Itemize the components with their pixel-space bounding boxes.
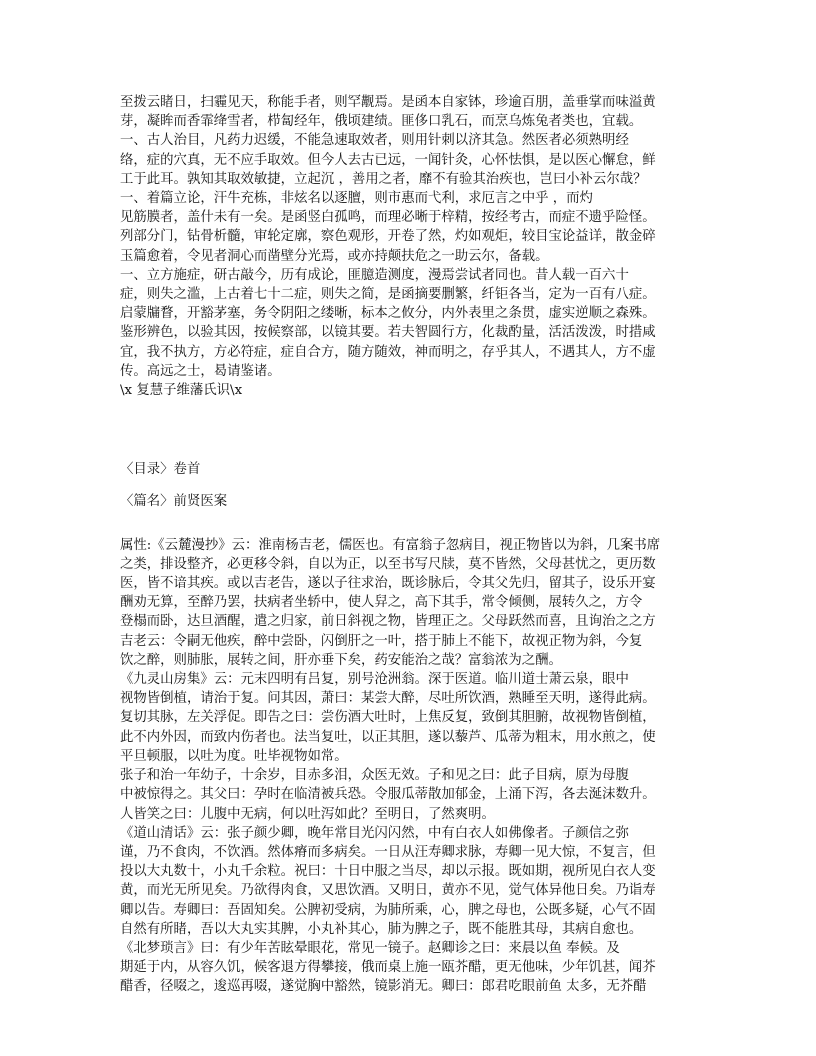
preface-line: 一、着篇立论，汗牛充栋，非炫名以逐膻，则市惠而弋利，求厄言之中乎 ，而灼: [120, 191, 593, 207]
preface-line: 络，症的穴真，无不应手取效。但今人去古已远，一闻针灸，心怀怯惧，是以医心懈怠，鲜: [120, 152, 656, 168]
preface-line: 工于此耳。孰知其取效敏捷，立起沉 ，善用之者，靡不有验其治疾也，岂曰小补云尔哉？: [120, 171, 647, 187]
body-line: 之类，排设整齐，必更移令斜，自以为正，以至书写尺牍，莫不皆然，父母甚忧之，更历数: [120, 556, 656, 572]
preface-line: 芽，凝眸而香霏绛雪者，栉匐经年，俄顷建绩。匪侈口乳石，而烹乌炼兔者类也，宜载。: [120, 114, 643, 130]
body-line: 属性:《云麓漫抄》云：淮南杨吉老，儒医也。有富翁子忽病目，视正物皆以为斜，几案书席: [120, 537, 661, 553]
body-line: 投以大丸数十，小丸千余粒。祝曰：十日中服之当尽，却以示报。既如期，视所见白衣人变: [120, 864, 656, 880]
preface-line: 一、立方施症，研古敲今，历有成论，匪臆造测度，漫焉尝试者同也。昔人载一百六十: [120, 267, 629, 283]
toc-heading: 〈目录〉卷首: [120, 462, 201, 478]
body-line: 自然有所睹，吾以大丸实其脾，小丸补其心，肺为脾之子，既不能胜其母，其病自愈也。: [120, 921, 643, 937]
body-line: 黄，而光无所见矣。乃欲得肉食，又思饮酒。又明日，黄亦不见，觉气体异他日矣。乃诣寿: [120, 883, 656, 899]
body-line: 酬劝无算，至醉乃罢，扶病者坐轿中，使人舁之，高下其手，常令倾侧，展转久之，方令: [120, 595, 643, 611]
preface-signature: \x 复慧子维藩氏识\x: [120, 383, 243, 399]
body-line: 醋香，径啜之，逡巡再啜，遂觉胸中豁然，镜影消无。卿曰：郎君吃眼前鱼 太多，无芥醋: [120, 979, 647, 995]
body-line: 复切其脉，左关浮促。即告之曰：尝伤酒大吐时，上焦反复，致倒其胆腑，故视物皆倒植，: [120, 710, 656, 726]
body-line: 饮之醉，则肺胀，展转之间，肝亦垂下矣，药安能治之哉？富翁浓为之酬。: [120, 652, 562, 668]
body-line: 视物皆倒植，请治于复。问其因，萧曰：某尝大醉，尽吐所饮酒，熟睡至天明，遂得此病。: [120, 691, 656, 707]
body-line: 中被惊得之。其父曰：孕时在临清被兵恐。令服瓜蒂散加郁金，上涌下泻，各去涎沫数升。: [120, 787, 656, 803]
body-line: 《道山清话》云：张子颜少卿，晚年常目光闪闪然，中有白衣人如佛像者。子颜信之弥: [120, 825, 629, 841]
case-records-section: [120, 536, 756, 997]
preface-line: 宜，我不执方，方必符症，症自合方，随方随效，神而明之，存乎其人，不遇其人，方不虚: [120, 344, 656, 360]
preface-line: 见筋膜者，盖什未有一矣。是函竖白孤鸣，而理必晰于梓精，按经考古，而症不遗乎险怪。: [120, 210, 656, 226]
body-line: 吉老云：令嗣无他疾，醉中尝卧，闪倒肝之一叶，搭于肺上不能下，故视正物为斜，今复: [120, 633, 643, 649]
body-line: 谨，乃不食肉，不饮酒。然体瘠而多病矣。一日从汪寿卿求脉，寿卿一见大惊，不复言，但: [120, 844, 656, 860]
body-line: 医，皆不谙其疾。或以吉老告，遂以子往求治，既诊脉后，令其父先归，留其子，设乐开宴: [120, 576, 656, 592]
body-line: 人皆笑之曰：儿腹中无病，何以吐泻如此？至明日，了然爽明。: [120, 806, 495, 822]
body-line: 平旦顿服，以吐为度。吐毕视物如常。: [120, 748, 348, 764]
preface-line: 一、古人治目，凡药力迟缓，不能急速取效者，则用针刺以济其急。然医者必须熟明经: [120, 133, 629, 149]
chapter-heading: 〈篇名〉前贤医案: [120, 494, 228, 510]
preface-line: 传。高远之士，曷请鉴诸。: [120, 363, 281, 379]
body-line: 登榻而卧，达旦酒醒，遣之归家，前日斜视之物，皆理正之。父母跃然而喜，且询治之之方: [120, 614, 656, 630]
body-line: 卿以告。寿卿曰：吾固知矣。公脾初受病，为肺所乘，心，脾之母也，公既多疑，心气不固: [120, 902, 656, 918]
body-line: 此不内外因，而致内伤者也。法当复吐，以正其胆，遂以藜芦、瓜蒂为粗末，用水煎之，使: [120, 729, 656, 745]
body-line: 《九灵山房集》云：元末四明有吕复，别号沧洲翁。深于医道。临川道士萧云泉，眼中: [120, 672, 629, 688]
preface-section: [120, 93, 756, 400]
preface-line: 症，则失之滥，上古着七十二症，则失之简，是函摘要删繁，纤钜各当，定为一百有八症。: [120, 287, 656, 303]
preface-line: 玉篇愈着，令见者洞心而凿壁分光焉，或亦持颠扶危之一助云尔，备载。: [120, 248, 549, 264]
body-line: 张子和治一年幼子，十余岁，目赤多泪，众医无效。子和见之曰：此子目病，原为母腹: [120, 768, 629, 784]
preface-line: 至拨云睹日，扫霾见天，称能手者，则罕觏焉。是函本自家钵，珍逾百朋，盖垂掌而味溢黄: [120, 95, 656, 110]
preface-line: 启蒙牖瞀，开豁茅塞，务令阴阳之缕晰，标本之攸分，内外表里之条贯，虚实逆顺之森殊。: [120, 306, 656, 322]
preface-line: 鉴形辨色，以验其因，按候察部，以镜其要。若夫智圆行方，化裁酌量，活活泼泼，时措咸: [120, 325, 656, 341]
body-line: 期延于内，从容久饥，候客退方得攀接，俄而桌上施一瓯芥醋，更无他味，少年饥甚，闻芥: [120, 960, 656, 976]
preface-line: 列部分门，钻骨析髓，审轮定廓，察色观形，开卷了然，灼如观炬，较目宝论益详，散金碎: [120, 229, 656, 245]
body-line: 《北梦琐言》曰：有少年苦眩晕眼花，常见一镜子。赵卿诊之曰：来晨以鱼 奉候。及: [120, 940, 620, 956]
